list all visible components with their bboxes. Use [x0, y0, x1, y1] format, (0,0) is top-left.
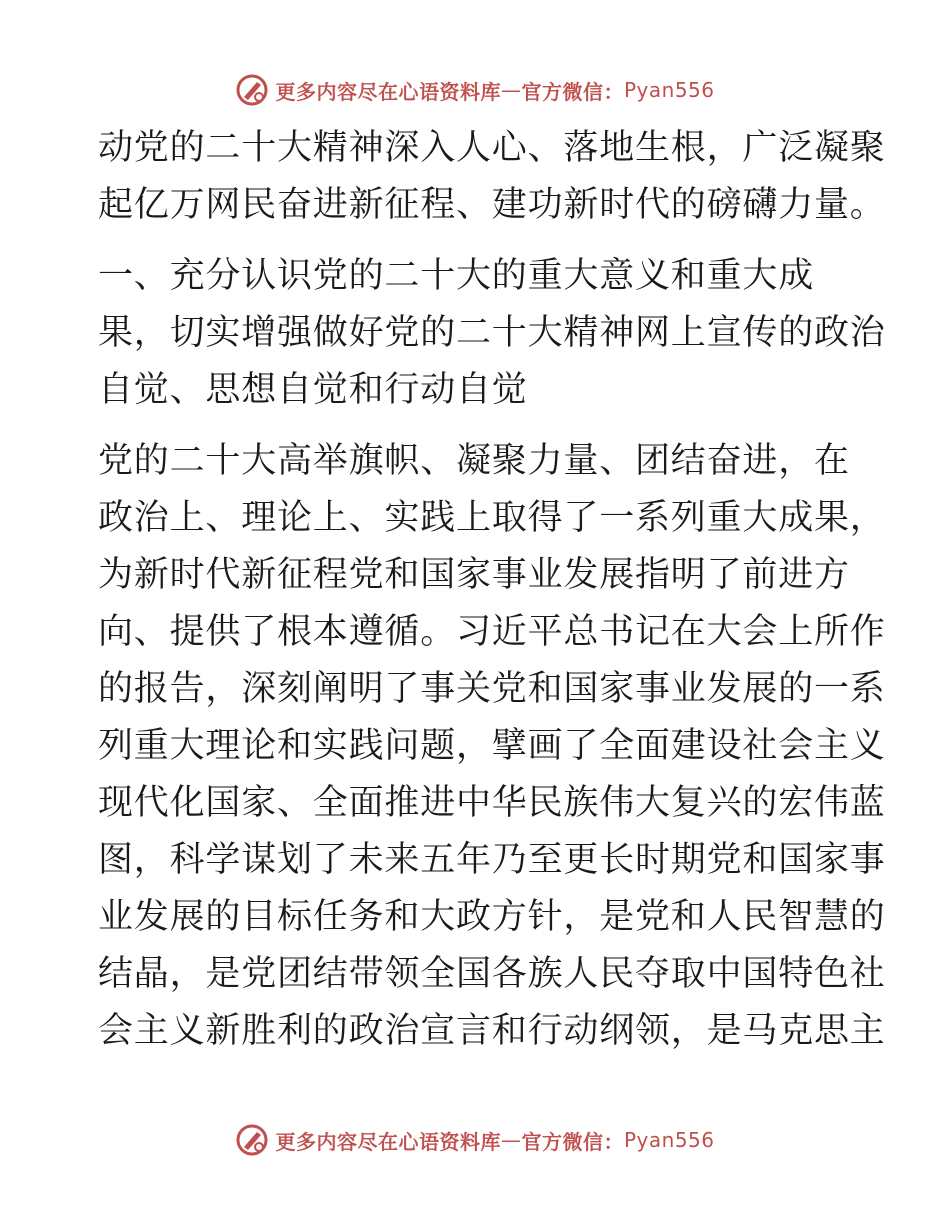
text-line: 现代化国家、全面推进中华民族伟大复兴的宏伟蓝 — [98, 783, 886, 823]
brand-logo-icon — [235, 1123, 269, 1157]
text-line: 起亿万网民奋进新征程、建功新时代的磅礴力量。 — [98, 185, 886, 225]
text-line: 为新时代新征程党和国家事业发展指明了前进方 — [98, 555, 850, 595]
text-line: 动党的二十大精神深入人心、落地生根，广泛凝聚 — [98, 128, 886, 168]
document-body — [98, 120, 886, 1060]
watermark-brand: 更多内容尽在心语资料库 — [275, 1129, 501, 1154]
watermark-brand: 更多内容尽在心语资料库 — [275, 79, 501, 104]
text-line: 的报告，深刻阐明了事关党和国家事业发展的一系 — [98, 669, 886, 709]
text-line: 会主义新胜利的政治宣言和行动纲领，是马克思主 — [98, 1011, 886, 1051]
text-line: 结晶，是党团结带领全国各族人民夺取中国特色社 — [98, 954, 886, 994]
watermark-separator: — — [500, 78, 522, 102]
watermark-separator: — — [500, 1128, 522, 1152]
text-line: 政治上、理论上、实践上取得了一系列重大成果， — [98, 498, 886, 538]
header-watermark — [0, 70, 950, 110]
text-line: 向、提供了根本遵循。习近平总书记在大会上所作 — [98, 612, 886, 652]
watermark-label: 官方微信： — [521, 79, 624, 104]
paragraph-body — [98, 433, 886, 1060]
text-line: 果，切实增强做好党的二十大精神网上宣传的政治 — [98, 313, 886, 353]
watermark-wechat-id: Pyan556 — [623, 1128, 715, 1152]
brand-logo-icon — [235, 73, 269, 107]
text-line: 图，科学谋划了未来五年乃至更长时期党和国家事 — [98, 840, 886, 880]
watermark-wechat-id: Pyan556 — [623, 78, 715, 102]
watermark-label: 官方微信： — [521, 1129, 624, 1154]
paragraph-continuation — [98, 120, 886, 234]
text-line: 一、充分认识党的二十大的重大意义和重大成 — [98, 256, 815, 296]
footer-watermark — [0, 1120, 950, 1160]
text-line: 党的二十大高举旗帜、凝聚力量、团结奋进，在 — [98, 441, 850, 481]
text-line: 列重大理论和实践问题，擘画了全面建设社会主义 — [98, 726, 886, 766]
section-heading — [98, 248, 886, 419]
text-line: 业发展的目标任务和大政方针，是党和人民智慧的 — [98, 897, 886, 937]
text-line: 自觉、思想自觉和行动自觉 — [98, 370, 528, 410]
